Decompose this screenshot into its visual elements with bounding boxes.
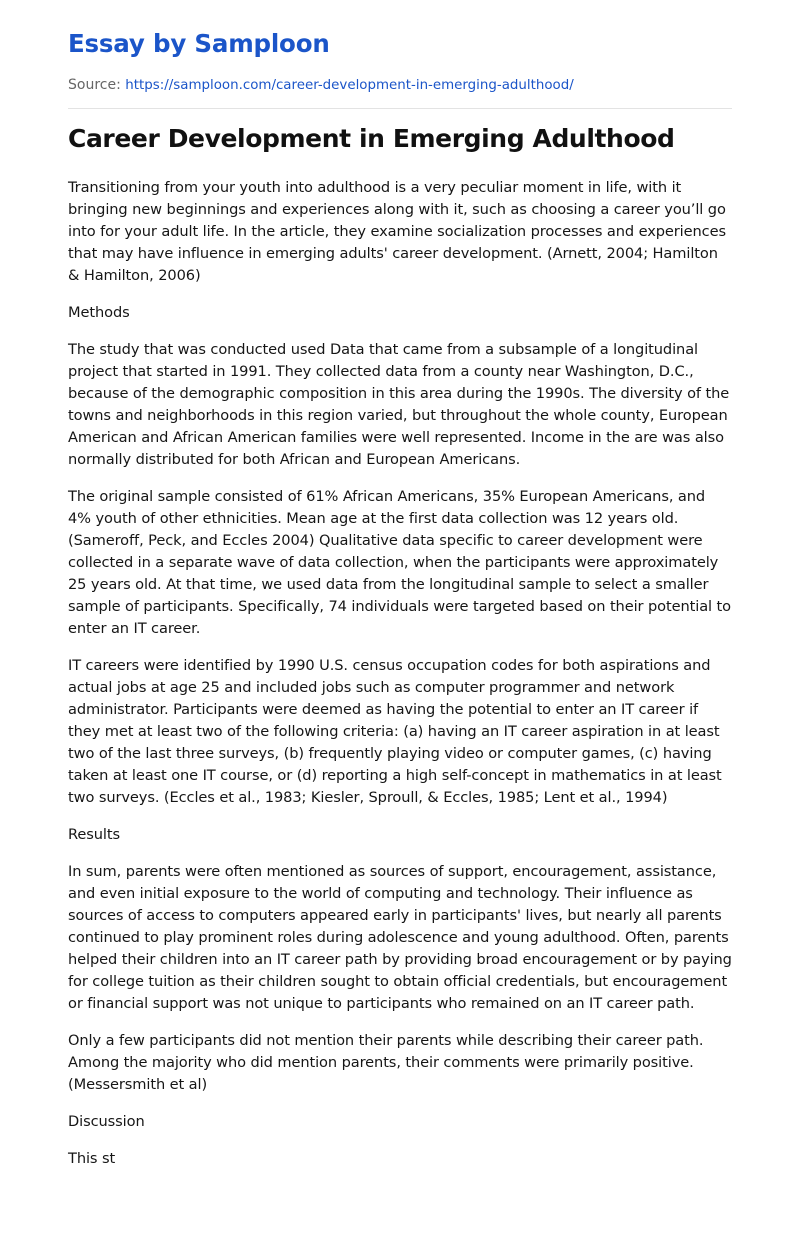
- section-heading-discussion: Discussion: [68, 1113, 145, 1130]
- article-title: Career Development in Emerging Adulthood: [68, 124, 675, 153]
- discussion-paragraph-1: This st: [68, 1150, 116, 1167]
- divider: [68, 108, 732, 109]
- methods-paragraph-3: IT careers were identified by 1990 U.S. census occupation codes for both aspirations and actual jobs at age 25 and included jobs such as computer programmer and network administrator. Participants were deemed as having the potential to enter an IT career if they met at least two of the following criteria: (a) having an IT career aspiration in at least two of the last three surveys, (b) frequently playing video or computer games, (c) having taken at least one IT course, or (d) reporting a high self-concept in mathematics in at least two surveys. (Eccles et al., 1983; Kiesler, Sproull, & Eccles, 1985; Lent et al., 1994): [68, 657, 722, 806]
- methods-paragraph-2: The original sample consisted of 61% African Americans, 35% European Americans, and 4% youth of other ethnicities. Mean age at the first data collection was 12 years old. (Sameroff, Peck, and Eccles 2004) Qualitative data specific to career development were collected in a separate wave of data collection, when the participants were approximately 25 years old. At that time, we used data from the longitudinal sample to select a smaller sample of participants. Specifically, 74 individuals were targeted based on their potential to enter an IT career.: [68, 488, 731, 637]
- brand-title: Essay by Samploon: [68, 29, 330, 58]
- section-heading-methods: Methods: [68, 304, 130, 321]
- source-link[interactable]: https://samploon.com/career-development-in-emerging-adulthood/: [125, 78, 574, 93]
- article-body: [68, 177, 732, 1170]
- section-heading-results: Results: [68, 826, 120, 843]
- results-paragraph-2: Only a few participants did not mention their parents while describing their career path. Among the majority who did mention parents, their comments were primarily positive. (Messersmith et al): [68, 1032, 704, 1093]
- methods-paragraph-1: The study that was conducted used Data that came from a subsample of a longitudinal project that started in 1991. They collected data from a county near Washington, D.C., because of the demographic composition in this area during the 1990s. The diversity of the towns and neighborhoods in this region varied, but throughout the whole county, European American and African American families were well represented. Income in the are was also normally distributed for both African and European Americans.: [68, 341, 730, 468]
- intro-paragraph: Transitioning from your youth into adulthood is a very peculiar moment in life, with it bringing new beginnings and experiences along with it, such as choosing a career you’ll go into for your adult life. In the article, they examine socialization processes and experiences that may have influence in emerging adults' career development. (Arnett, 2004; Hamilton & Hamilton, 2006): [68, 179, 726, 284]
- source-line: [68, 76, 732, 95]
- source-label: Source:: [68, 77, 126, 93]
- results-paragraph-1: In sum, parents were often mentioned as sources of support, encouragement, assistance, and even initial exposure to the world of computing and technology. Their influence as sources of access to computers appeared early in participants' lives, but nearly all parents continued to play prominent roles during adolescence and young adulthood. Often, parents helped their children into an IT career path by providing broad encouragement or by paying for college tuition as their children sought to obtain official credentials, but encouragement or financial support was not unique to participants who remained on an IT career path.: [68, 863, 732, 1012]
